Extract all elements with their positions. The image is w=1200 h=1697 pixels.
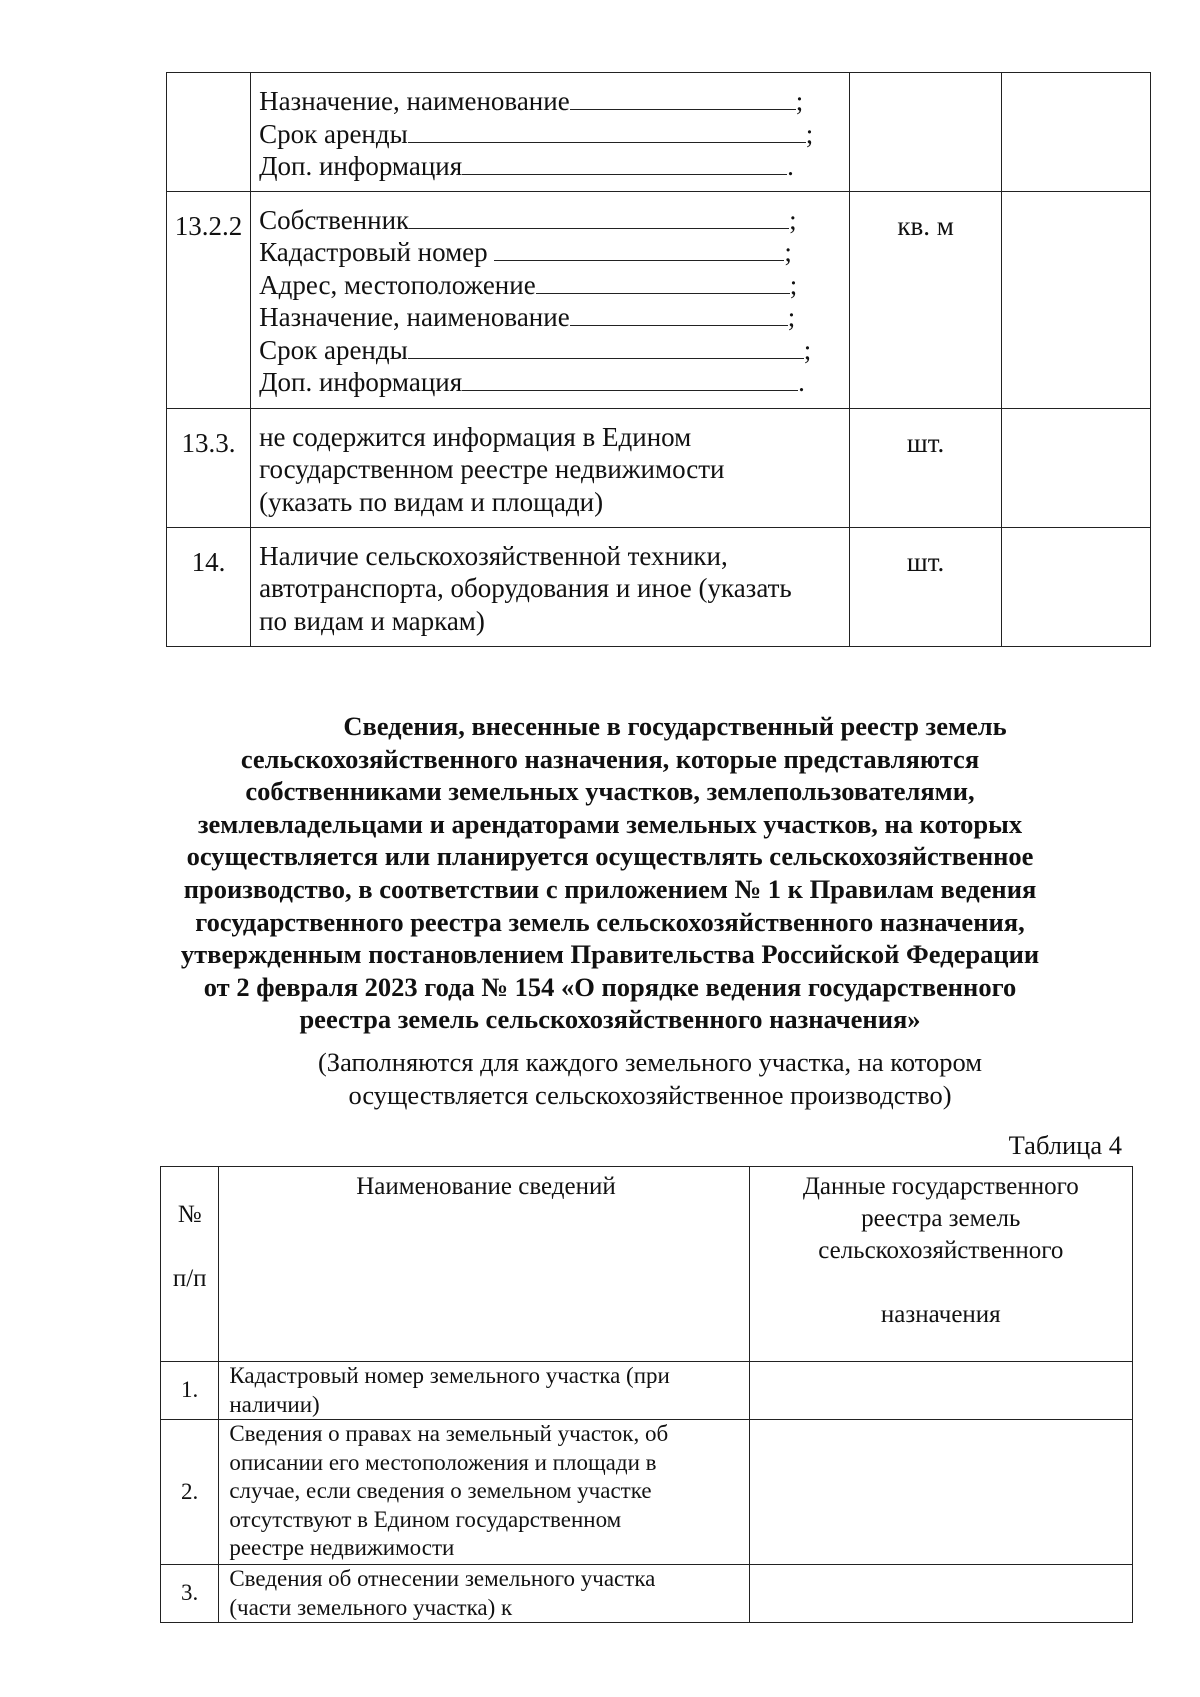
fill-line xyxy=(408,334,804,359)
row-fields xyxy=(251,191,850,408)
header-num-symbol: № xyxy=(177,1201,202,1228)
table-row xyxy=(167,408,1151,527)
row-value xyxy=(1001,527,1150,646)
field-end: ; xyxy=(803,334,812,365)
row-unit xyxy=(850,73,1001,192)
field-label: Срок аренды xyxy=(259,334,408,365)
title-line: утвержденным постановлением Правительства Российской Федерации xyxy=(180,939,1040,970)
text-line: (указать по видам и площади) xyxy=(259,486,604,517)
title-line: реестра земель сельскохозяйственного назначения» xyxy=(299,1004,921,1035)
fill-line xyxy=(536,269,790,294)
row-value xyxy=(1001,73,1150,192)
field-end: ; xyxy=(789,204,797,235)
row-name xyxy=(219,1362,749,1420)
subtitle-line: (Заполняются для каждого земельного участка, на котором xyxy=(317,1047,982,1077)
field-label: Срок аренды xyxy=(259,118,408,149)
field-line xyxy=(259,150,841,183)
section-subtitle xyxy=(260,1046,1040,1111)
field-end: . xyxy=(787,151,794,181)
header-num xyxy=(161,1167,219,1362)
title-line: производство, в соответствии с приложением № 1 к Правилам ведения xyxy=(183,873,1037,904)
header-data-line: назначения xyxy=(880,1301,1001,1328)
row-number: 1. xyxy=(161,1362,219,1420)
field-end: ; xyxy=(795,86,804,116)
field-label: Кадастровый номер xyxy=(259,237,488,267)
field-label: Доп. информация xyxy=(259,367,463,397)
row-text xyxy=(251,527,850,646)
text-line: не содержится информация в Едином xyxy=(259,421,692,452)
table-row xyxy=(161,1565,1133,1623)
header-name: Наименование сведений xyxy=(219,1167,749,1362)
title-line: государственного реестра земель сельскохозяйственного назначения, xyxy=(195,906,1025,937)
row-name xyxy=(219,1565,749,1623)
text-line: Сведения об отнесении земельного участка xyxy=(229,1566,656,1591)
row-unit: шт. xyxy=(850,527,1001,646)
fill-line xyxy=(408,118,806,143)
field-label: Доп. информация xyxy=(259,151,463,181)
row-unit: кв. м xyxy=(850,191,1001,408)
row-number: 3. xyxy=(161,1565,219,1623)
field-label: Адрес, местоположение xyxy=(259,269,536,300)
field-end: ; xyxy=(789,269,798,300)
field-line xyxy=(259,118,841,151)
text-line: реестре недвижимости xyxy=(229,1535,455,1560)
row-name xyxy=(219,1420,749,1565)
row-number: 2. xyxy=(161,1420,219,1565)
text-line: отсутствуют в Едином государственном xyxy=(229,1506,622,1532)
table-row xyxy=(167,527,1151,646)
header-data xyxy=(749,1167,1132,1362)
table-row xyxy=(167,73,1151,192)
row-number: 14. xyxy=(167,527,251,646)
property-table xyxy=(166,72,1151,647)
text-line: по видам и маркам) xyxy=(259,605,485,636)
field-line xyxy=(259,301,841,334)
spacer xyxy=(161,1231,218,1263)
text-line: наличии) xyxy=(229,1391,320,1417)
subtitle-line: осуществляется сельскохозяйственное производство) xyxy=(348,1079,952,1110)
row-number: 13.3. xyxy=(167,408,251,527)
field-line xyxy=(259,269,841,302)
text-line: Кадастровый номер земельного участка (при xyxy=(229,1363,670,1388)
row-text xyxy=(251,408,850,527)
table-header-row xyxy=(161,1167,1133,1362)
row-data xyxy=(749,1362,1132,1420)
title-line: землевладельцами и арендаторами земельных участков, на которых xyxy=(197,808,1023,839)
field-label: Назначение, наименование xyxy=(259,86,570,116)
row-number: 13.2.2 xyxy=(167,191,251,408)
text-line: (части земельного участка) к xyxy=(229,1594,513,1620)
row-fields xyxy=(251,73,850,192)
row-value xyxy=(1001,408,1150,527)
title-line: от 2 февраля 2023 года № 154 «О порядке ведения государственного xyxy=(203,971,1017,1002)
text-line: Сведения о правах на земельный участок, об xyxy=(229,1421,669,1446)
register-table xyxy=(160,1166,1133,1623)
title-line: Сведения, внесенные в государственный реестр земель xyxy=(343,711,1007,741)
field-end: ; xyxy=(784,237,792,267)
field-end: ; xyxy=(805,118,814,149)
field-end: ; xyxy=(787,302,796,332)
field-label: Собственник xyxy=(259,204,410,235)
fill-line xyxy=(462,366,798,391)
title-line: собственниками земельных участков, землепользователями, xyxy=(245,776,975,807)
title-line: сельскохозяйственного назначения, которые представляются xyxy=(240,743,980,774)
field-end: . xyxy=(798,367,805,397)
table-row xyxy=(161,1420,1133,1565)
row-data xyxy=(749,1565,1132,1623)
text-line: автотранспорта, оборудования и иное (указать xyxy=(259,573,792,603)
text-line: случае, если сведения о земельном участке xyxy=(229,1478,652,1503)
table-row xyxy=(161,1362,1133,1420)
field-line xyxy=(259,334,841,367)
field-line xyxy=(259,85,841,118)
fill-line xyxy=(570,85,796,110)
text-line: государственном реестре недвижимости xyxy=(259,454,725,484)
text-line: Наличие сельскохозяйственной техники, xyxy=(259,540,728,571)
table-row xyxy=(167,191,1151,408)
row-unit: шт. xyxy=(850,408,1001,527)
row-data xyxy=(749,1420,1132,1565)
fill-line xyxy=(462,150,787,175)
spacer xyxy=(750,1267,1132,1299)
fill-line xyxy=(570,301,788,326)
fill-line xyxy=(494,236,784,261)
table-caption: Таблица 4 xyxy=(1008,1130,1122,1160)
row-number xyxy=(167,73,251,192)
field-line xyxy=(259,366,841,399)
header-data-line: сельскохозяйственного xyxy=(818,1237,1064,1264)
header-num-label: п/п xyxy=(172,1265,207,1292)
header-data-line: реестра земель xyxy=(861,1205,1021,1232)
section-title xyxy=(160,710,1060,1036)
text-line: описании его местоположения и площади в xyxy=(229,1449,657,1475)
field-line xyxy=(259,204,841,237)
fill-line xyxy=(409,204,789,229)
title-line: осуществляется или планируется осуществлять сельскохозяйственное xyxy=(186,841,1034,872)
field-label: Назначение, наименование xyxy=(259,302,570,332)
field-line xyxy=(259,236,841,269)
header-data-line: Данные государственного xyxy=(802,1173,1079,1200)
row-value xyxy=(1001,191,1150,408)
